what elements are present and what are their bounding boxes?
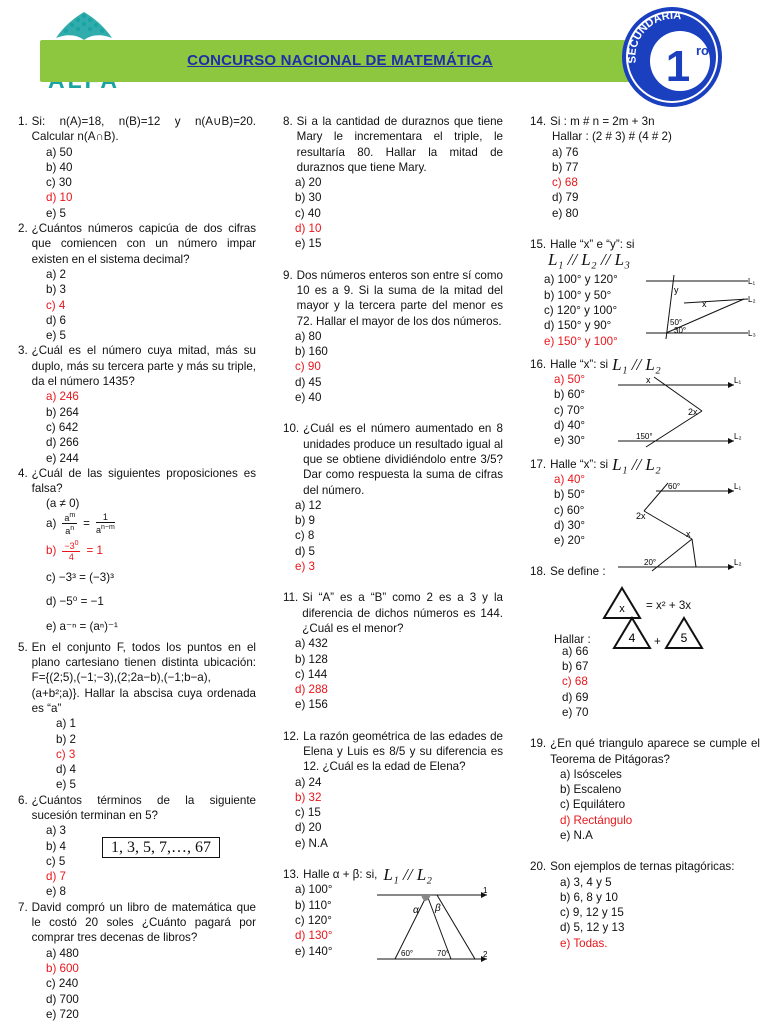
option-e: e) Todas. [560,936,608,950]
option-c: c) 642 [46,420,79,434]
options [283,175,503,251]
option-e: e) 8 [46,885,66,899]
options [530,145,760,221]
question-number: 11. [283,591,299,605]
option-e: e) 5 [46,329,66,343]
option-b: b) 50° [554,488,586,502]
option-d: d) 20 [295,821,322,835]
triangle-operator [612,616,652,650]
question-1 [18,114,256,221]
hallar-row [530,630,760,658]
option-b: b) 9 [295,514,315,528]
option-b: b) 100° y 50° [544,288,612,302]
option-a: a) 3 [46,824,66,838]
option-c: c) 5 [46,854,66,868]
option-a [46,512,256,536]
option-e: e) 140° [295,944,333,958]
parallel-condition: L₁ // L₂ [612,354,661,374]
figure-q15 [644,275,760,341]
option-c: c) 30 [46,176,72,190]
option-d: d) 30° [554,518,586,532]
question-text: Si: n(A)=18, n(B)=12 y n(A∪B)=20. Calcular n(A∩B). [31,115,256,144]
option-c: c) 40 [295,206,321,220]
fraction [62,511,77,536]
option-e: e) 3 [295,560,315,574]
question-number: 4. [18,466,28,480]
question-text: Dos números enteros son entre sí como 10 es a 9. Si la suma de la mitad del mayor y la tercera parte del menor es 72. Hallar el mayor de los dos números. [296,268,503,328]
option-a: a) 20 [295,176,322,190]
frac-num: 1 [96,512,115,523]
option-e: e) 156 [295,698,328,712]
question-text: ¿Cuántos términos de la siguiente sucesión terminan en 5? [31,793,256,822]
line-1-label: L₁ [734,481,742,491]
question-number: 2. [18,222,28,236]
frac-base: a [65,526,71,537]
header [0,0,768,112]
question-10 [283,421,503,574]
option-a: a) 50° [554,373,586,387]
question-text: Si “A” es a “B” como 2 es a 3 y la diferencia de dichos números es 144. ¿Cuál es el menor? [302,591,503,635]
question-text: ¿Cuál de las siguientes proposiciones es falsa? [31,466,256,496]
2x-label: 2x [688,406,698,417]
option-a: a) 76 [552,145,579,159]
question-number: 20. [530,860,547,874]
option-c: c) 240 [46,977,79,991]
grade-badge [620,5,724,109]
line-2-label: L₂ [748,295,756,305]
option-a: a) 100° y 120° [544,273,618,287]
frac-den: 4 [68,552,74,563]
column-2 [283,114,503,959]
line-1-label: L₁ [734,375,742,385]
option-c: c) 120° y 100° [544,303,618,317]
question-text: Si : m # n = 2m + 3n [550,115,655,128]
triangle-operator [602,586,642,620]
question-number: 5. [18,640,28,654]
x-label: x [702,299,707,310]
option-b: b) 77 [552,160,579,174]
badge-text: SECUNDARIA [626,9,682,64]
question-number: 17. [530,457,547,471]
question-7 [18,900,256,1022]
question-20 [530,859,760,951]
option-a: a) 50 [46,145,73,159]
question-number: 15. [530,238,547,252]
option-b: b) 128 [295,652,328,666]
angle-70: 70° [437,949,450,959]
option-d: d) 288 [295,683,328,697]
question-5 [18,640,256,793]
frac-base: a [95,525,101,536]
options [18,389,256,465]
question-14 [530,114,760,221]
beta-label: β [435,903,441,915]
option-e: e) 150° y 100° [544,334,618,348]
option-e: e) 20° [554,534,586,548]
question-text: Si a la cantidad de duraznos que tiene Mary le incrementara el triple, le resultaría 80. Hallar la mitad de duraznos que tiene Mary. [296,115,503,174]
options [18,267,256,343]
question-number: 10. [283,422,300,436]
question-text: ¿Cuál es el número cuya mitad, más su duplo, más su tercera parte y más su triple, da el número 1435? [31,344,256,389]
x-label: x [686,528,691,539]
option-b: b) 4 [46,839,66,853]
sequence-box: 1, 3, 5, 7,…, 67 [102,837,220,858]
option-e: e) 5 [56,778,76,792]
option-e: e) 30° [554,434,586,448]
option-d: d) 40° [554,419,586,433]
alpha-label: α [413,905,419,917]
option-c: c) 144 [295,667,328,681]
question-16 [530,354,760,449]
option-e: e) 80 [552,206,579,220]
options [283,498,503,574]
option-d: d) 10 [295,222,322,236]
question-3 [18,343,256,465]
question-text: La razón geométrica de las edades de Elena y Luis es 8/5 y su diferencia es 12. ¿Cuál es la edad de Elena? [303,729,503,774]
question-number: 14. [530,115,547,128]
question-number: 9. [283,268,293,282]
triangle-value: 4 [628,630,636,645]
option-b: b) 60° [554,388,586,402]
triangle-var: x [619,602,625,615]
question-text: Se define : [550,565,606,579]
option-e: e) 70 [562,705,589,719]
option-c: c) 9, 12 y 15 [560,906,624,920]
options [530,875,760,951]
option-b: b) 160 [295,345,328,359]
option-e: e) a⁻ⁿ = (aⁿ)⁻¹ [46,619,118,633]
frac-exp: n−m [100,524,115,532]
option-a: a) 24 [295,775,322,789]
column-3 [530,114,760,951]
definition-formula: = x² + 3x [646,598,692,612]
angle-150: 150° [636,431,653,441]
equals: = [83,517,90,531]
option-d: d) 150° y 90° [544,319,612,333]
2x-label: 2x [636,510,646,521]
option-a: a) 3, 4 y 5 [560,875,612,889]
frac-exp: m [69,512,76,520]
question-6 [18,793,256,900]
page-title: CONCURSO NACIONAL DE MATEMÁTICA [187,52,493,69]
options [18,145,256,221]
condition: (a ≠ 0) [46,497,80,511]
option-d: d) 7 [46,870,66,884]
question-number: 1. [18,115,28,128]
option-e: e) 244 [46,451,79,465]
frac-exp: n [70,525,75,533]
option-a: a) 246 [46,390,79,404]
question-2 [18,221,256,343]
option-label: b) [46,544,57,558]
option-b: b) Escaleno [560,783,622,797]
parallel-condition: L₁ // L₂ // L₃ [548,250,630,270]
option-d: d) 79 [552,191,579,205]
option-b: b) 600 [46,961,79,975]
option-c: c) 3 [56,747,76,761]
line-1-label: L₁ [748,277,756,287]
question-18 [530,564,760,720]
frac-base: −3 [64,541,75,552]
figure-q17 [616,475,746,575]
title-banner [40,40,690,82]
option-b: b) 2 [56,732,76,746]
option-a: a) 12 [295,498,322,512]
question-text: Halle α + β: si, [303,868,378,882]
equals: = 1 [86,544,103,558]
angle-20: 20° [644,557,657,567]
option-d: d) 6 [46,313,66,327]
option-e: e) 5 [46,206,66,220]
options [530,767,760,843]
angle-60: 60° [401,949,414,959]
option-a: a) 432 [295,637,328,651]
option-d: d) 69 [562,690,589,704]
options [18,946,256,1022]
option-d: d) 10 [46,191,73,205]
option-d: d) 5, 12 y 13 [560,921,625,935]
option-a: a) Isósceles [560,767,622,781]
badge-suffix: ro [696,43,709,58]
question-number: 8. [283,115,293,128]
option-c: c) 120° [295,913,332,927]
option-b: b) 6, 8 y 10 [560,890,619,904]
option-c: c) 4 [46,298,66,312]
option-a: a) 66 [562,644,589,658]
question-8 [283,114,503,252]
option-c: c) −3³ = (−3)³ [46,570,114,584]
badge-grade: 1 [665,42,691,91]
option-d: d) 4 [56,763,76,777]
question-text: Halle “x” e “y”: si [550,238,635,252]
option-d: d) 130° [295,929,333,943]
option-e: e) 720 [46,1007,79,1021]
line-3-label: L₃ [748,329,756,339]
option-e: e) 15 [295,237,322,251]
question-number: 16. [530,357,547,371]
question-number: 18. [530,565,547,579]
parallel-condition: L₁ // L₂ [612,454,661,474]
option-label: a) [46,517,57,531]
option-d: d) 266 [46,436,79,450]
x-label: x [646,374,651,385]
question-text: ¿En qué triangulo aparece se cumple el Teorema de Pitágoras? [550,737,760,766]
options [18,496,256,639]
option-a: a) 100° [295,883,333,897]
question-19 [530,736,760,843]
option-b: b) 110° [295,898,332,912]
question-number: 13. [283,868,300,882]
options [18,823,256,899]
question-text: ¿Cuántos números capicúa de dos cifras que comiencen con un número impar existen en el sistema decimal? [31,222,256,266]
option-b [46,536,256,566]
question-17 [530,454,760,567]
options [18,716,256,792]
options [283,329,503,405]
option-e: e) N.A [560,828,593,842]
question-11 [283,590,503,712]
option-a: a) 40° [554,472,586,486]
option-b: b) 67 [562,660,589,674]
frac-base: a [64,513,70,524]
option-a: a) 2 [46,267,66,281]
line-2-label: L₂ [734,557,742,567]
figure-q16 [616,373,746,449]
question-9 [283,268,503,406]
question-number: 7. [18,900,28,914]
option-d: d) Rectángulo [560,813,633,827]
question-subtext: Hallar : (2 # 3) # (4 # 2) [552,130,672,144]
question-12 [283,729,503,851]
question-text: Halle “x”: si [550,457,609,471]
question-number: 6. [18,793,28,807]
option-a: a) 1 [56,717,76,731]
line-1-label: 1 [483,886,488,896]
column-1 [18,114,256,1022]
question-13 [283,867,503,959]
question-text: Son ejemplos de ternas pitagóricas: [550,860,735,874]
option-a: a) 80 [295,329,322,343]
question-number: 19. [530,737,547,751]
option-c: c) 68 [552,176,578,190]
question-15 [530,237,760,349]
option-d: d) 5 [295,544,315,558]
question-text: David compró un libro de matemática que le costó 20 soles ¿Cuánto pagará por comprar tres decenas de libros? [31,900,256,945]
frac-exp: 0 [74,540,79,548]
option-d: d) −5⁰ = −1 [46,594,104,608]
option-e: e) 40 [295,391,322,405]
option-c: c) 8 [295,529,315,543]
angle-30: 30° [674,326,687,336]
parallel-condition: L₁ // L₂ [383,865,433,885]
question-number: 12. [283,729,300,743]
option-c: c) 68 [562,675,588,689]
plus-sign: + [654,634,661,648]
y-label: y [674,285,679,296]
option-c: c) 90 [295,360,321,374]
fraction [62,539,80,562]
option-c: c) 60° [554,503,585,517]
option-a: a) 480 [46,946,79,960]
option-b: b) 40 [46,160,73,174]
angle-60: 60° [668,481,681,491]
option-b: b) 30 [295,191,322,205]
triangle-operator [664,616,704,650]
option-c: c) 70° [554,403,585,417]
angle-50: 50° [670,318,683,328]
hallar-label: Hallar : [554,632,591,646]
option-c: c) 15 [295,806,321,820]
line-2-label: L₂ [734,431,742,441]
option-e: e) N.A [295,836,328,850]
option-b: b) 3 [46,283,66,297]
question-text: Halle “x”: si [550,357,609,371]
question-4 [18,466,256,640]
option-c: c) Equilátero [560,798,626,812]
option-d: d) 45 [295,375,322,389]
option-b: b) 32 [295,790,322,804]
option-d: d) 700 [46,992,79,1006]
option-b: b) 264 [46,405,79,419]
fraction [96,512,115,535]
options [283,636,503,712]
triangle-value: 5 [680,630,688,645]
question-number: 3. [18,344,28,358]
line-2-label: 2 [483,950,488,960]
question-text: En el conjunto F, todos los puntos en el plano cartesiano tienen distinta ubicación: F={(2;5),(−1;−3),(2;2a−b),(−1;b−a),(a+b²;a)}. Hallar la abscisa cuya ordenada es “a” [31,640,256,715]
options [283,775,503,851]
question-text: ¿Cuál es el número aumentado en 8 unidades produce un resultado igual al que se obtiene dividiéndolo entre 3/5? Dar como respuesta la suma de cifras del número. [303,422,503,497]
figure-q13 [375,885,495,965]
